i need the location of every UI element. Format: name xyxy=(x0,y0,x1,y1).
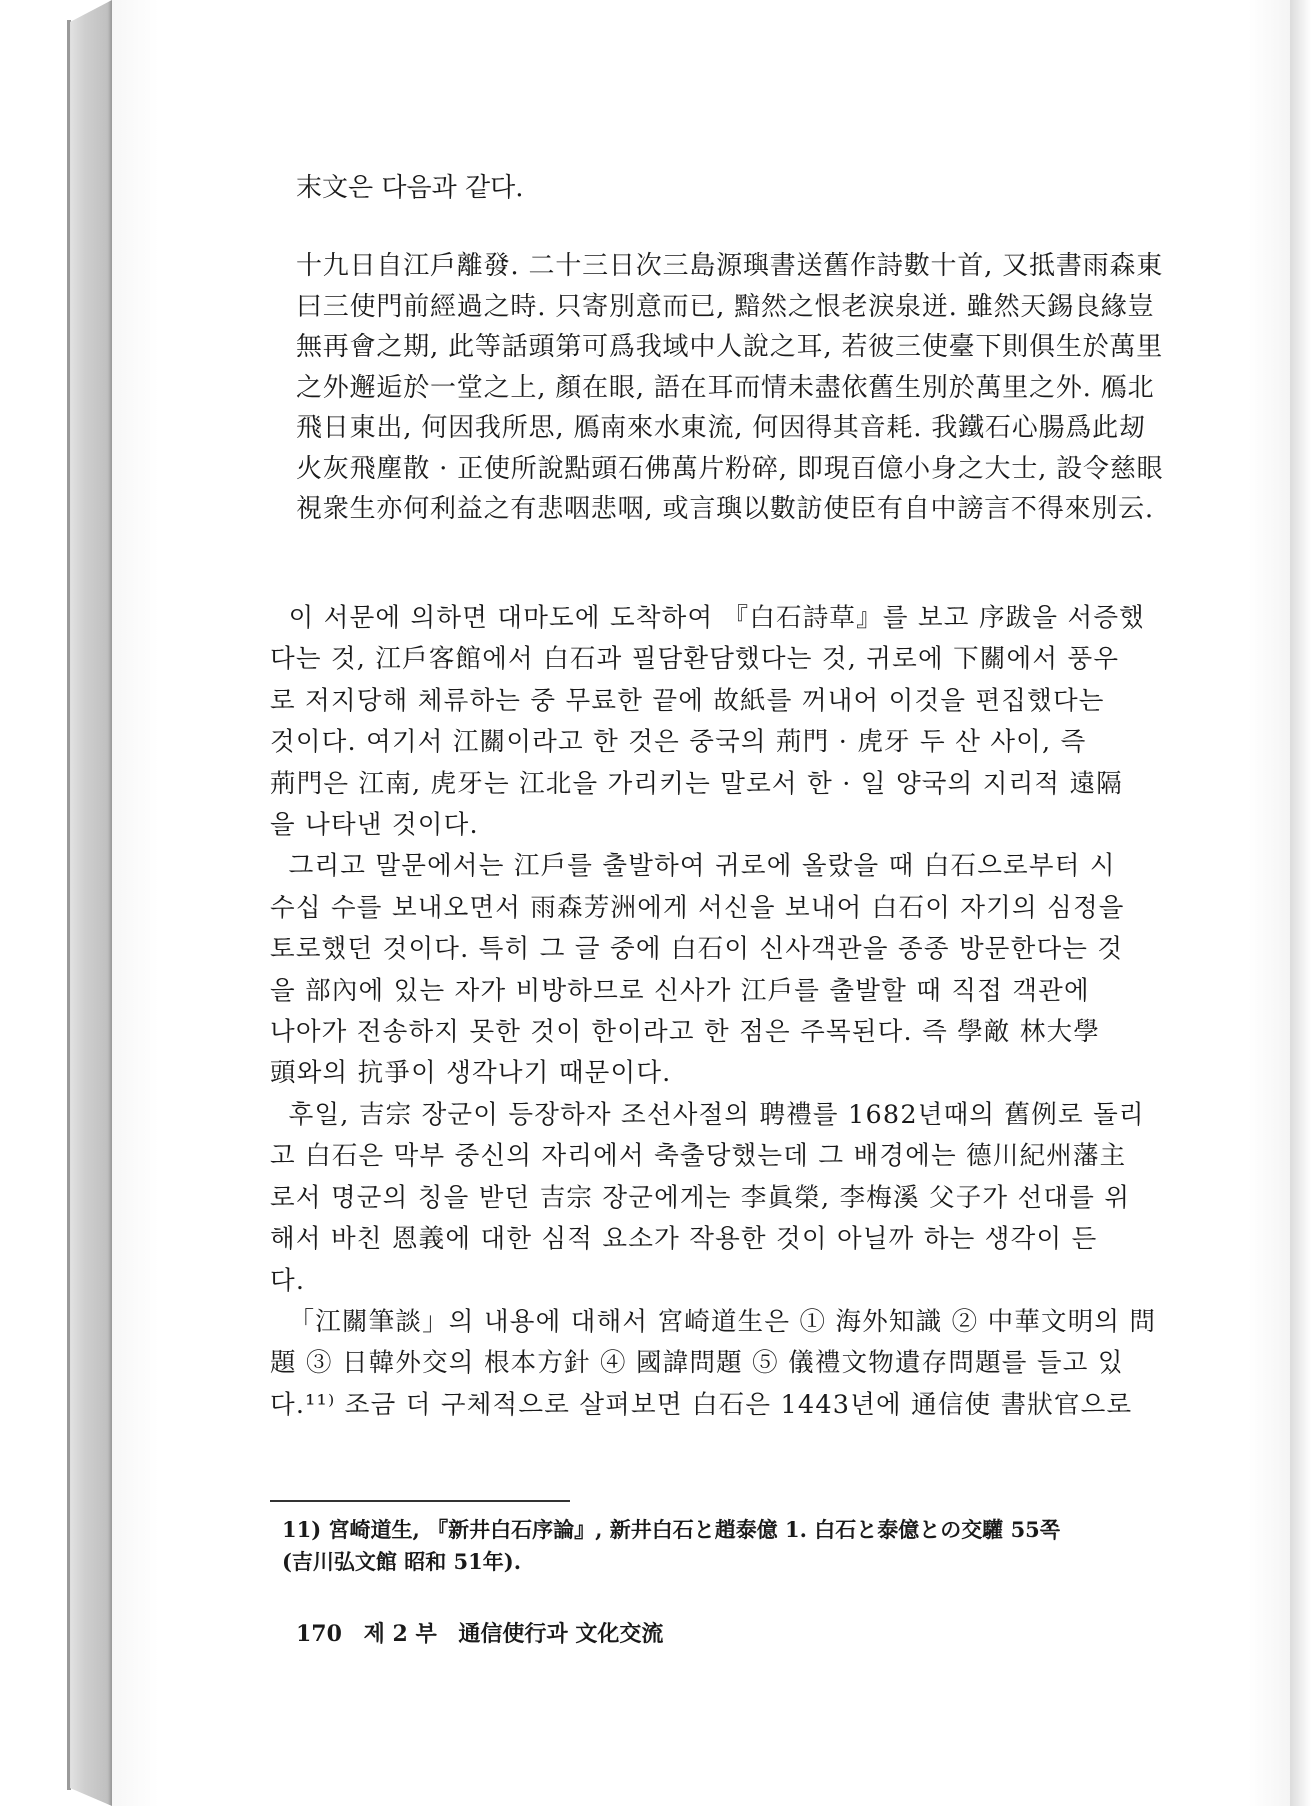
part-label: 제 2 부 xyxy=(363,1621,437,1647)
quote-line: 之外邂逅於一堂之上, 顏在眼, 語在耳而情未盡依舊生別於萬里之外. 鴈北 xyxy=(296,372,1155,403)
body-text xyxy=(270,598,1200,1426)
quote-line: 十九日自江戶離發. 二十三日次三島源璵書送舊作詩數十首, 又抵書雨森東 xyxy=(296,251,1164,281)
body-line: 을 部內에 있는 자가 비방하므로 신사가 江戶를 출발할 때 직접 객관에 xyxy=(270,975,1090,1006)
quote-line: 飛日東出, 何因我所思, 鴈南來水東流, 何因得其音耗. 我鐵石心腸爲此刼 xyxy=(296,413,1146,443)
body-line: 수십 수를 보내오면서 雨森芳洲에게 서신을 보내어 白石이 자기의 심정을 xyxy=(270,892,1125,923)
footnote-divider xyxy=(270,1500,570,1502)
quote-line: 視衆生亦何利益之有悲咽悲咽, 或言璵以數訪使臣有自中謗言不得來別云. xyxy=(296,494,1154,524)
quoted-passage xyxy=(296,246,1226,530)
quote-line: 無再會之期, 此等話頭第可爲我域中人說之耳, 若彼三使臺下則俱生於萬里 xyxy=(296,332,1164,362)
intro-sentence: 末文은 다음과 같다. xyxy=(296,173,524,203)
body-line: 그리고 말문에서는 江戶를 출발하여 귀로에 올랐을 때 白石으로부터 시 xyxy=(270,851,1116,882)
body-line: 토로했던 것이다. 특히 그 글 중에 白石이 신사객관을 종종 방문한다는 것 xyxy=(270,934,1124,965)
body-line: 것이다. 여기서 江關이라고 한 것은 중국의 荊門 · 虎牙 두 산 사이, 즉 xyxy=(270,727,1087,758)
body-line: 나아가 전송하지 못한 것이 한이라고 한 점은 주목된다. 즉 學敵 林大學 xyxy=(270,1017,1101,1048)
body-line: 「江關筆談」의 내용에 대해서 宮崎道生은 ① 海外知識 ② 中華文明의 問 xyxy=(270,1306,1157,1337)
page-number: 170 xyxy=(296,1621,342,1647)
body-line: 해서 바친 恩義에 대한 심적 요소가 작용한 것이 아닐까 하는 생각이 든 xyxy=(270,1224,1098,1255)
body-line: 고 白石은 막부 중신의 자리에서 축출당했는데 그 배경에는 德川紀州藩主 xyxy=(270,1141,1127,1172)
body-line: 로서 명군의 칭을 받던 吉宗 장군에게는 李眞榮, 李梅溪 父子가 선대를 위 xyxy=(270,1182,1131,1213)
running-title: 通信使行과 文化交流 xyxy=(458,1621,664,1647)
body-line: 로 저지당해 체류하는 중 무료한 끝에 故紙를 꺼내어 이것을 편집했다는 xyxy=(270,685,1105,716)
body-line: 다는 것, 江戶客館에서 白石과 필담환담했다는 것, 귀로에 下關에서 풍우 xyxy=(270,644,1120,675)
body-line: 이 서문에 의하면 대마도에 도착하여 『白石詩草』를 보고 序跋을 서증했 xyxy=(270,603,1145,633)
quote-line: 火灰飛塵散 · 正使所說點頭石佛萬片粉碎, 即現百億小身之大士, 設令慈眼 xyxy=(296,453,1164,484)
body-line: 다. xyxy=(270,1265,306,1296)
page-footer xyxy=(296,1618,677,1650)
body-line: 을 나타낸 것이다. xyxy=(270,810,479,841)
footnote-line: (吉川弘文館 昭和 51年). xyxy=(282,1549,522,1574)
body-line: 題 ③ 日韓外交의 根本方針 ④ 國諱問題 ⑤ 儀禮文物遺存問題를 들고 있 xyxy=(270,1348,1124,1379)
book-spine xyxy=(70,0,112,1806)
page-edge-shadow xyxy=(1290,0,1311,1806)
body-line: 荊門은 江南, 虎牙는 江北을 가리키는 말로서 한 · 일 양국의 지리적 遠隔 xyxy=(270,768,1123,799)
body-line: 후일, 吉宗 장군이 등장하자 조선사절의 聘禮를 1682년때의 舊例로 돌리 xyxy=(270,1099,1145,1130)
footnote xyxy=(282,1514,1060,1578)
body-line: 頭와의 抗爭이 생각나기 때문이다. xyxy=(270,1058,672,1089)
body-line: 다.¹¹⁾ 조금 더 구체적으로 살펴보면 白石은 1443년에 通信使 書狀官으로 xyxy=(270,1389,1133,1420)
footnote-line: 11) 宮崎道生, 『新井白石序論』, 新井白石と趙泰億 1. 白石と泰億との交驩 55쪽 xyxy=(282,1517,1061,1542)
quote-line: 曰三使門前經過之時. 只寄別意而已, 黯然之恨老淚泉迸. 雖然天錫良緣豈 xyxy=(296,291,1155,322)
